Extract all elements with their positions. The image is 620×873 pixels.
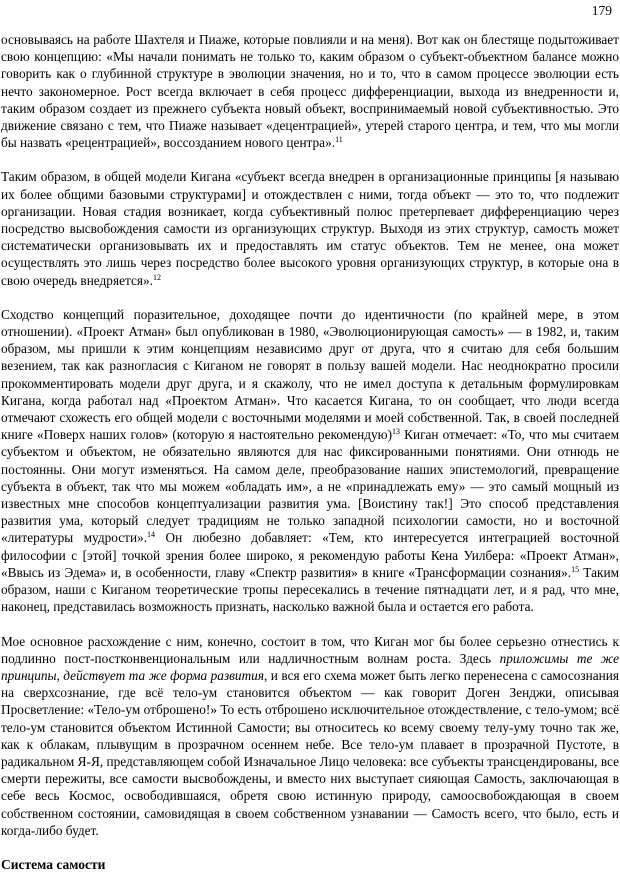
footnote-ref: 11	[335, 135, 343, 145]
text-segment: Таким образом, наши с Киганом теоретические тропы пересекались в течение пятнадцати лет, и я рад, что мне, наконец, представилась возможность признать, насколько важной была и остается его работа.	[1, 564, 619, 615]
text-segment: Мое основное расхождение с ним, конечно, состоит в том, что Киган мог бы более серьезно отнестись к подлинно пост-постконвенциональным или надличностным волнам роста. Здесь	[1, 633, 619, 666]
paragraph	[1, 31, 619, 151]
footnote-ref: 14	[147, 530, 156, 540]
text-segment: основываясь на работе Шахтеля и Пиаже, которые повлияли и на меня). Вот как он блестяще подытоживает свою концепцию: «Мы начали понимать не только то, каким образом о субъект-объектном балансе можно говорить как о глубинной структуре в эволюции значения, но и то, что в самом процессе эволюции есть нечто закономерное. Рост всегда включает в себя процесс дифференциации, выхода из внедренности и, таким образом создает из прежнего субъекта новый объект, воспринимаемый новой субъективностью. Это движение связано с тем, что Пиаже называет «децентрацией», утерей старого центра, и тем, что мы могли бы назвать «рецентрацией», воссозданием нового центра».	[1, 32, 619, 151]
text-segment: Киган отмечает: «То, что мы считаем субъектом и объектом, не обязательно являются для нас фиксированными понятиями. Они отнюдь не постоянны. Они могут изменяться. На самом деле, преобразование наших эпистемологий, превращение субъекта в объект, так что мы можем «обладать им», а не «принадлежать ему» — это самый мощный из известных мне способов концептуализации развития ума. [Воистину так!] Это способ представления развития ума, который следует традициям не только западной психологии самости, но и восточной «литературы мудрости».	[1, 427, 619, 546]
paragraph	[1, 168, 619, 288]
section-heading: Система самости	[1, 856, 106, 872]
footnote-ref: 12	[152, 272, 161, 282]
paragraph	[1, 306, 619, 616]
emphasis-text: приложимы те же принципы, действует та же форма развития	[1, 650, 620, 683]
page-number: 179	[591, 3, 612, 18]
text-segment: , и вся его схема может быть легко перенесена с самосознания на сверхсознание, где всё тело-ум становится объектом — как говорит Доген Зенджи, описывая Просветление: «Тело-ум отброшено!» То есть отброшено исключительное отождествление, с тело-умом; всё тело-ум становится объектом Истинной Самости; вы относитесь ко всему своему телу-уму точно так же, как к облакам, плывущим в прозрачном осеннем небе. Все тело-ум плавает в прозрачной Пустоте, в радикальном Я-Я, представляющем собой Изначальное Лицо человека: все субъекты трансцендированы, все смерти пережиты, все самости высвобождены, и вместо них выступает сияющая Самость, заключающая в себе весь Космос, освободившаяся, обретя свою истинную природу, самоосвобождающая в своем собственном состоянии, самовидящая в своем собственном узнавании — Самость всего, что было, есть и когда-либо будет.	[1, 667, 619, 838]
text-segment: Сходство концепций поразительное, доходящее почти до идентичности (по крайней мере, в этом отношении). «Проект Атман» был опубликован в 1980, «Эволюционирующая самость» — в 1982, и, таким образом, мы пришли к этим концепциям независимо друг от друга, что я считаю для себя большим везением, так как разногласия с Киганом не говорят в пользу вашей модели. Нас неоднократно просили прокомментировать модели друг друга, и я скажолу, что не имел доступа к детальным формулировкам Кигана, когда работал над «Проектом Атман». Что касается Кигана, то он сообщает, что люди всегда отмечают схожесть его общей модели с восточными моделями и моей собственной. Так, в своей последней книге «Поверх наших голов» (которую я настоятельно рекомендую)	[1, 306, 619, 443]
footnote-ref: 13	[392, 427, 400, 437]
text-segment: Таким образом, в общей модели Кигана «субъект всегда внедрен в организационные принципы [я называю их более общими базовыми структурами] и отождествлен с ними, тогда объект — это то, что подлежит организации. Новая стадия возникает, когда субъективный полюс претерпевает дифференциацию через посредство высвобождения самости из организующих структур. Выходя из этих структур, самость может систематически организовывать их и предоставлять им статус объектов. Тем не менее, она может осуществлять это лишь через посредство более высокого уровня организующих структур, в которые она в свою очередь внедряется».	[1, 169, 619, 288]
body-text	[1, 31, 619, 873]
text-segment: Он любезно добавляет: «Тем, кто интересуется интеграцией восточной философии с [этой] точкой зрения более широко, я рекомендую работы Кена Уилбера: «Проект Атман», «Ввысь из Эдема» и, в особенности, главу «Спектр развития» в книге «Трансформации сознания».	[1, 530, 619, 580]
paragraph	[1, 633, 619, 839]
footnote-ref: 15	[571, 564, 580, 574]
